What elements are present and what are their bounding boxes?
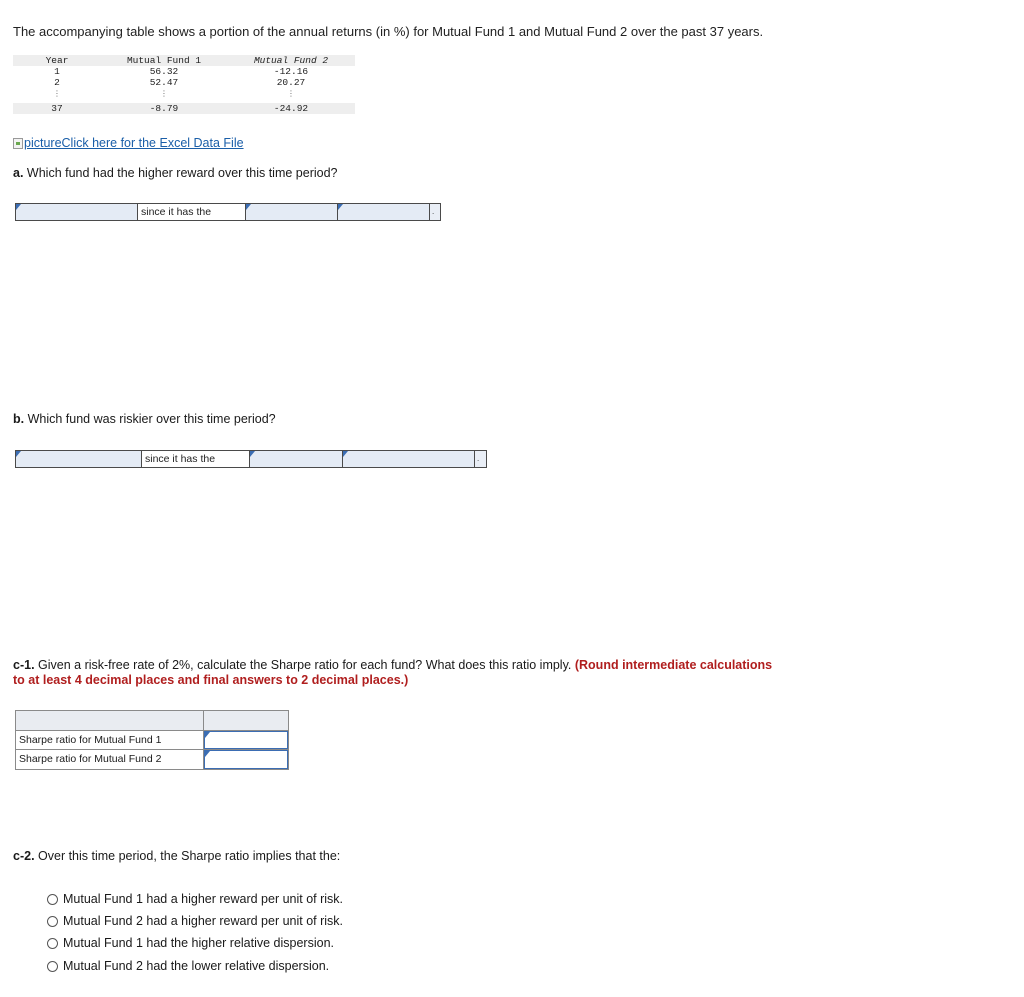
sharpe-row-fund-1 [16, 731, 288, 750]
question-c1-label: c-1. [13, 658, 35, 672]
period-b: . [477, 454, 480, 463]
question-b-label: b. [13, 412, 25, 426]
question-b-text: Which fund was riskier over this time period? [24, 412, 276, 426]
problem-intro: The accompanying table shows a portion of the annual returns (in %) for Mutual Fund 1 and Mutual Fund 2 over the past 37 years. [13, 24, 764, 39]
radio-button-icon[interactable] [47, 961, 58, 972]
measure-dropdown-b[interactable] [250, 451, 343, 467]
rounding-instruction: (Round intermediate calculations [574, 658, 773, 672]
question-b [13, 412, 276, 426]
data-table-header-row [13, 55, 355, 66]
radio-option-3[interactable] [47, 936, 334, 950]
cell-fund-2: -12.16 [273, 66, 309, 77]
answer-row-a [15, 203, 441, 221]
cell-year: 1 [54, 66, 60, 77]
fund-dropdown-b[interactable] [16, 451, 142, 467]
rounding-instruction-cont: to at least 4 decimal places and final answers to 2 decimal places.) [13, 673, 409, 687]
excel-data-file-link[interactable] [13, 136, 244, 150]
option-label: Mutual Fund 1 had the higher relative dispersion. [63, 936, 334, 950]
question-c1 [13, 658, 772, 672]
broken-image-icon [13, 138, 23, 149]
cell-fund-1: -8.79 [149, 103, 179, 114]
data-table-row [13, 66, 355, 77]
sharpe-row-fund-2 [16, 750, 288, 769]
value-input-a[interactable] [338, 204, 430, 220]
since-label-a: since it has the [138, 204, 246, 220]
cell-fund-1: ⋮ [160, 89, 168, 98]
radio-option-4[interactable] [47, 959, 329, 973]
question-c2 [13, 849, 340, 863]
radio-option-2[interactable] [47, 914, 343, 928]
header-fund-2: Mutual Fund 2 [253, 55, 329, 66]
cell-fund-1: 56.32 [149, 66, 179, 77]
period-a: . [432, 207, 435, 216]
since-label-b: since it has the [142, 451, 250, 467]
returns-data-table [13, 55, 355, 114]
radio-option-1[interactable] [47, 892, 343, 906]
sharpe-header-cell [16, 711, 204, 730]
option-label: Mutual Fund 2 had a higher reward per unit of risk. [63, 914, 344, 928]
sharpe-table-header [16, 711, 288, 731]
data-table-row [13, 88, 355, 99]
cell-fund-1: 52.47 [149, 77, 179, 88]
question-c2-text: Over this time period, the Sharpe ratio implies that the: [34, 849, 341, 863]
cell-fund-2: ⋮ [287, 89, 295, 98]
cell-fund-2: 20.27 [276, 77, 306, 88]
cell-year: 37 [51, 103, 63, 114]
radio-button-icon[interactable] [47, 894, 58, 905]
data-table-row [13, 103, 355, 114]
sharpe-input-fund-1[interactable] [204, 731, 288, 749]
cell-fund-2: -24.92 [273, 103, 309, 114]
cell-year: 2 [54, 77, 60, 88]
option-label: Mutual Fund 2 had the lower relative dispersion. [63, 959, 330, 973]
question-c2-label: c-2. [13, 849, 35, 863]
sharpe-label-fund-1: Sharpe ratio for Mutual Fund 1 [16, 731, 204, 749]
question-a-text: Which fund had the higher reward over this time period? [23, 166, 338, 180]
value-input-b[interactable] [343, 451, 475, 467]
question-c1-text: Given a risk-free rate of 2%, calculate the Sharpe ratio for each fund? What does this ratio imply. [34, 658, 575, 672]
radio-button-icon[interactable] [47, 916, 58, 927]
image-alt-text: picture [24, 136, 62, 150]
measure-dropdown-a[interactable] [246, 204, 338, 220]
sharpe-input-fund-2[interactable] [204, 750, 288, 769]
radio-button-icon[interactable] [47, 938, 58, 949]
data-table-row [13, 77, 355, 88]
answer-row-b [15, 450, 487, 468]
sharpe-label-fund-2: Sharpe ratio for Mutual Fund 2 [16, 750, 204, 769]
sharpe-ratio-table [15, 710, 289, 770]
question-a [13, 166, 338, 180]
question-a-label: a. [13, 166, 24, 180]
sharpe-header-cell [204, 711, 288, 730]
fund-dropdown-a[interactable] [16, 204, 138, 220]
cell-year: ⋮ [53, 89, 61, 98]
header-year: Year [45, 55, 69, 66]
option-label: Mutual Fund 1 had a higher reward per unit of risk. [63, 892, 344, 906]
excel-link-text: Click here for the Excel Data File [61, 136, 244, 150]
header-fund-1: Mutual Fund 1 [126, 55, 202, 66]
